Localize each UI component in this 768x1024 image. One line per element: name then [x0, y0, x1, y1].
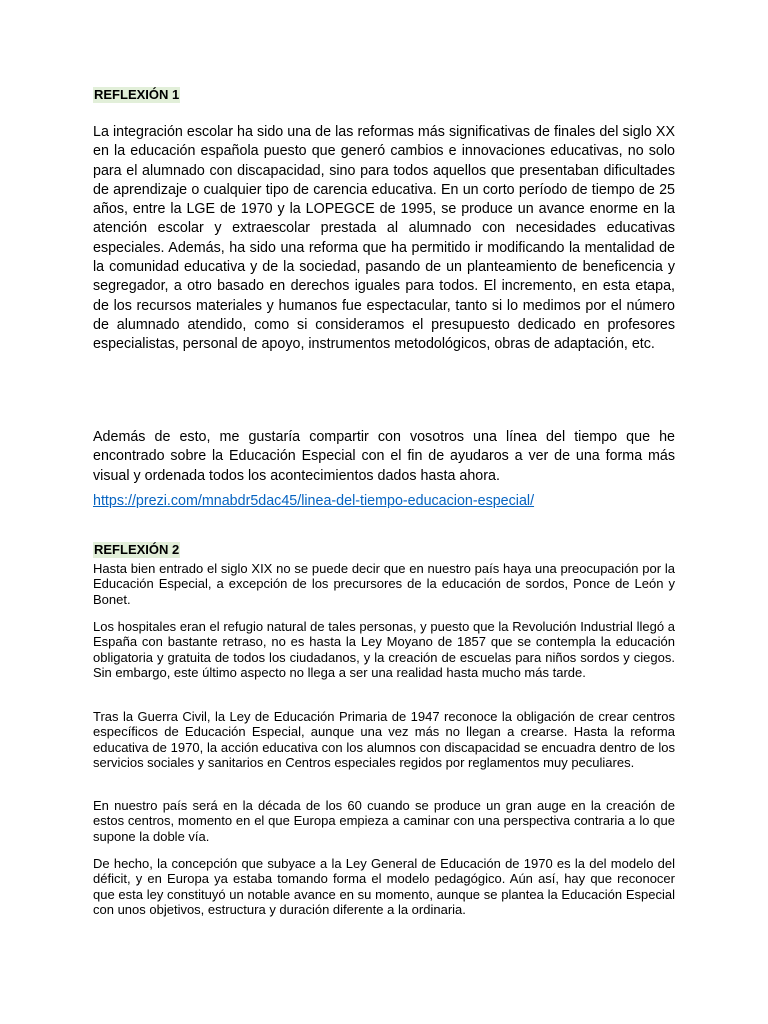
paragraph-hospitales: Los hospitales eran el refugio natural de tales personas, y puesto que la Revolución Industrial llegó a España con bastante retraso, no es hasta la Ley Moyano de 1857 que se contempla la educación obligatoria y gratuita de todos los ciudadanos, y la creación de escuelas para niños sordos y ciegos. Sin embargo, este último aspecto no llega a ser una realidad hasta mucho más tarde. — [93, 619, 675, 680]
paragraph-integracion-escolar: La integración escolar ha sido una de las reformas más significativas de finales del siglo XX en la educación española puesto que generó cambios e innovaciones educativas, no solo para el alumnado con discapacidad, sino para todos aquellos que presentaban dificultades de aprendizaje o cualquier tipo de carencia educativa. En un corto período de tiempo de 25 años, entre la LGE de 1970 y la LOPEGCE de 1995, se produce un avance enorme en la atención escolar y extraescolar prestada al alumnado con necesidades educativas especiales. Además, ha sido una reforma que ha permitido ir modificando la mentalidad de la comunidad educativa y de la sociedad, pasando de un planteamiento de beneficencia y segregador, a otro basado en derechos iguales para todos. El incremento, en esta etapa, de los recursos materiales y humanos fue espectacular, tanto si lo medimos por el número de alumnado atendido, como si consideramos el presupuesto dedicado en profesores especialistas, personal de apoyo, instrumentos metodológicos, obras de adaptación, etc. — [93, 124, 675, 353]
paragraph-ley-1970: De hecho, la concepción que subyace a la Ley General de Educación de 1970 es la del modelo del déficit, y en Europa ya estaba tomando forma el modelo pedagógico. Aún así, hay que reconocer que esta ley constituyó un notable avance en su momento, aunque se plantea la Educación Especial con unos objetivos, estructura y duración diferente a la ordinaria. — [93, 856, 675, 917]
paragraph-siglo-xix: Hasta bien entrado el siglo XIX no se puede decir que en nuestro país haya una preocupación por la Educación Especial, a excepción de los precursores de la educación de sordos, Ponce de León y Bonet. — [93, 561, 675, 607]
paragraph-guerra-civil: Tras la Guerra Civil, la Ley de Educación Primaria de 1947 reconoce la obligación de crear centros específicos de Educación Especial, aunque una vez más no llegan a crearse. Hasta la reforma educativa de 1970, la acción educativa con los alumnos con discapacidad se encuadra dentro de los servicios sociales y sanitarios en Centros especiales regidos por reglamentos muy peculiares. — [93, 709, 675, 770]
section-heading-reflexion-2: REFLEXIÓN 2 — [94, 542, 180, 557]
paragraph-decada-60: En nuestro país será en la década de los 60 cuando se produce un gran auge en la creación de estos centros, momento en el que Europa empieza a caminar con una perspectiva contraria a lo que supone la doble vía. — [93, 798, 675, 844]
prezi-link[interactable]: https://prezi.com/mnabdr5dac45/linea-del-tiempo-educacion-especial/ — [93, 493, 535, 509]
paragraph-linea-del-tiempo: Además de esto, me gustaría compartir con vosotros una línea del tiempo que he encontrado sobre la Educación Especial con el fin de ayudaros a ver de una forma más visual y ordenada todos los acontecimientos dados hasta ahora. — [93, 429, 675, 484]
section-heading-reflexion-1: REFLEXIÓN 1 — [94, 87, 180, 102]
